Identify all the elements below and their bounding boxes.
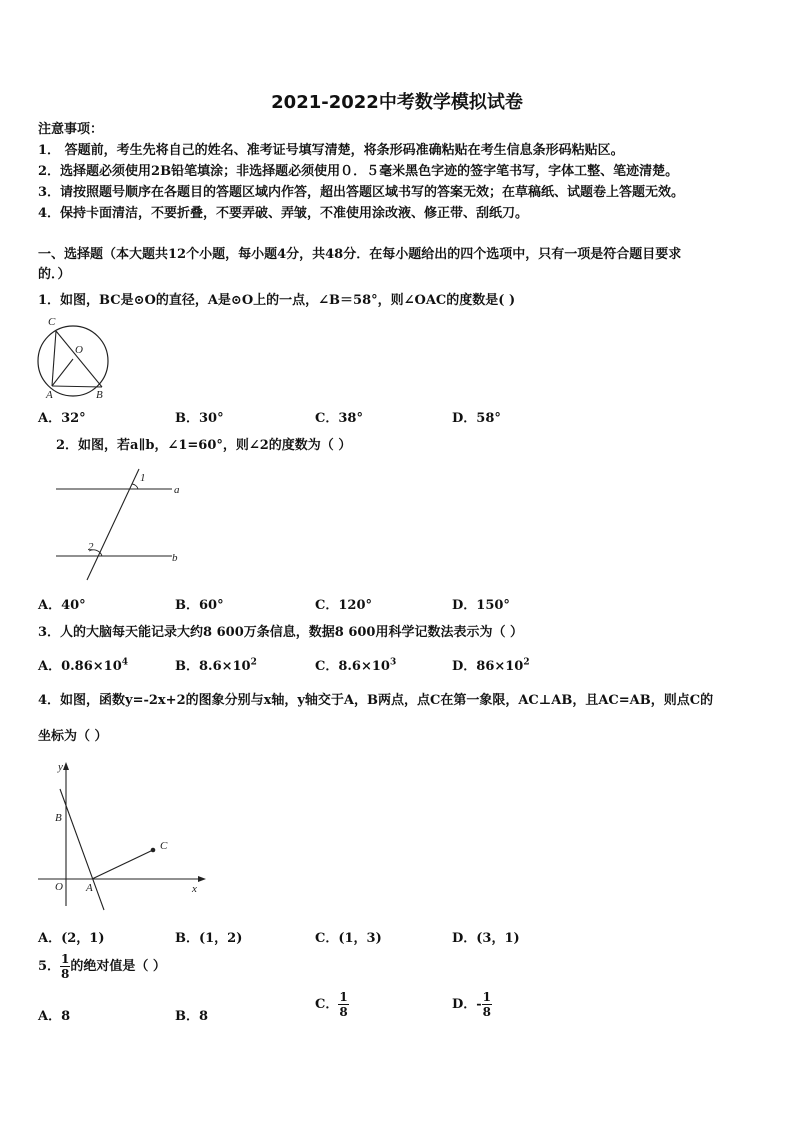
q3-option-b [175, 655, 257, 674]
q5-option-b: B．8 [175, 1009, 209, 1024]
q3-option-b-base: 8.6×10 [199, 659, 251, 674]
page-title: 2021-2022中考数学模拟试卷 [271, 92, 523, 113]
q3-option-c-label: C． [315, 659, 339, 674]
q4-option-b: B．(1，2) [175, 931, 243, 946]
section-header-line1: 一、选择题（本大题共12个小题，每小题4分，共48分．在每小题给出的四个选项中，只有一项是符合题目要求 [38, 247, 682, 262]
q5-option-d-label: D．- [452, 997, 482, 1012]
q3-option-a [38, 655, 128, 674]
q5-frac-den: 8 [61, 967, 70, 981]
q1-radius-oa [52, 359, 73, 386]
q1-label-a: A [46, 389, 53, 401]
q1-label-c: C [48, 316, 56, 328]
q4-label-x: x [192, 883, 197, 895]
q3-option-d-exp: 2 [523, 657, 530, 668]
notice-heading: 注意事项： [38, 122, 104, 137]
q3-option-b-exp: 2 [250, 657, 257, 668]
q5-option-c-fraction [338, 990, 348, 1019]
q2-stem: 2．如图，若a∥b，∠1=60°，则∠2的度数为（ ） [56, 438, 352, 453]
q5-option-d [452, 990, 492, 1019]
q5-frac-num: 1 [61, 952, 70, 966]
q3-option-c-base: 8.6×10 [338, 659, 390, 674]
q4-stem-line1: 4．如图，函数y=-2x+2的图象分别与x轴，y轴交于A，B两点，点C在第一象限，AC⊥AB，且AC=AB，则点C的 [38, 693, 714, 708]
q3-option-a-base: 0.86×10 [61, 659, 122, 674]
notice-item-4: 4．保持卡面清洁，不要折叠，不要弄破、弄皱，不准使用涂改液、修正带、刮纸刀。 [38, 206, 529, 221]
q4-option-d: D．(3，1) [452, 931, 520, 946]
q2-transversal [87, 469, 139, 580]
q2-option-c: C．120° [315, 598, 372, 613]
q1-option-d: D．58° [452, 411, 501, 426]
q2-figure [52, 466, 192, 584]
q1-chord-ab [52, 386, 102, 387]
q1-label-o: O [75, 344, 83, 356]
q3-option-b-label: B． [175, 659, 199, 674]
q2-option-d: D．150° [452, 598, 510, 613]
q1-circle [38, 326, 108, 396]
q1-diameter-bc [56, 331, 102, 387]
q4-segment-ac [92, 850, 153, 879]
q4-stem-line2: 坐标为（ ） [38, 729, 108, 744]
q1-figure [36, 314, 116, 400]
q4-x-arrow [198, 876, 206, 882]
q2-angle1-arc [132, 484, 138, 489]
q3-option-d [452, 655, 530, 674]
q3-option-a-label: A． [38, 659, 62, 674]
q2-label-b: b [172, 552, 178, 564]
q5-option-a: A．8 [38, 1009, 71, 1024]
q4-option-a: A．(2，1) [38, 931, 105, 946]
q1-stem: 1．如图，BC是⊙O的直径，A是⊙O上的一点，∠B＝58°，则∠OAC的度数是( ) [38, 293, 516, 308]
q5-option-c-den: 8 [339, 1005, 348, 1019]
q2-option-b: B．60° [175, 598, 224, 613]
q2-label-2: 2 [88, 541, 94, 553]
q4-label-c: C [160, 840, 168, 852]
q2-label-a: a [174, 484, 180, 496]
q4-label-b: B [55, 812, 62, 824]
q3-option-d-base: 86×10 [476, 659, 524, 674]
q2-label-1: 1 [140, 472, 146, 484]
q5-suffix: 的绝对值是（ ） [70, 959, 166, 974]
q3-option-a-exp: 4 [121, 657, 129, 668]
q4-label-o: O [55, 881, 63, 893]
q5-option-d-den: 8 [482, 1005, 492, 1019]
q5-option-d-num: 1 [482, 990, 492, 1004]
q5-stem [38, 952, 166, 981]
q4-y-arrow [63, 762, 69, 770]
q3-option-c [315, 655, 396, 674]
q4-option-c: C．(1，3) [315, 931, 382, 946]
notice-item-3: 3．请按照题号顺序在各题目的答题区域内作答，超出答题区域书写的答案无效；在草稿纸、试题卷上答题无效。 [38, 185, 685, 200]
q5-option-d-fraction [482, 990, 492, 1019]
q4-figure [36, 756, 212, 912]
q4-label-a: A [86, 882, 93, 894]
q1-option-b: B．30° [175, 411, 224, 426]
q1-option-a: A．32° [38, 411, 86, 426]
q5-option-c [315, 990, 349, 1019]
q5-prefix: 5． [38, 959, 61, 974]
q2-option-a: A．40° [38, 598, 86, 613]
q3-option-c-exp: 3 [389, 657, 397, 668]
q5-option-c-num: 1 [339, 990, 348, 1004]
q3-stem: 3．人的大脑每天能记录大约8 600万条信息，数据8 600用科学记数法表示为（ ） [38, 625, 523, 640]
q1-chord-ac [52, 331, 56, 386]
notice-item-1: 1． 答题前，考生先将自己的姓名、准考证号填写清楚，将条形码准确粘贴在考生信息条形码粘贴区。 [38, 143, 624, 158]
q3-option-d-label: D． [452, 659, 477, 674]
notice-item-2: 2．选择题必须使用2B铅笔填涂；非选择题必须使用０．５毫米黑色字迹的签字笔书写，字体工整、笔迹清楚。 [38, 164, 679, 179]
q4-point-c [151, 848, 156, 853]
q1-label-b: B [96, 389, 103, 401]
q4-label-y: y [58, 761, 63, 773]
q5-fraction [60, 952, 70, 981]
q1-option-c: C．38° [315, 411, 363, 426]
section-header-line2: 的．） [38, 267, 71, 282]
q4-line-ab [60, 789, 104, 910]
q5-option-c-label: C． [315, 997, 339, 1012]
